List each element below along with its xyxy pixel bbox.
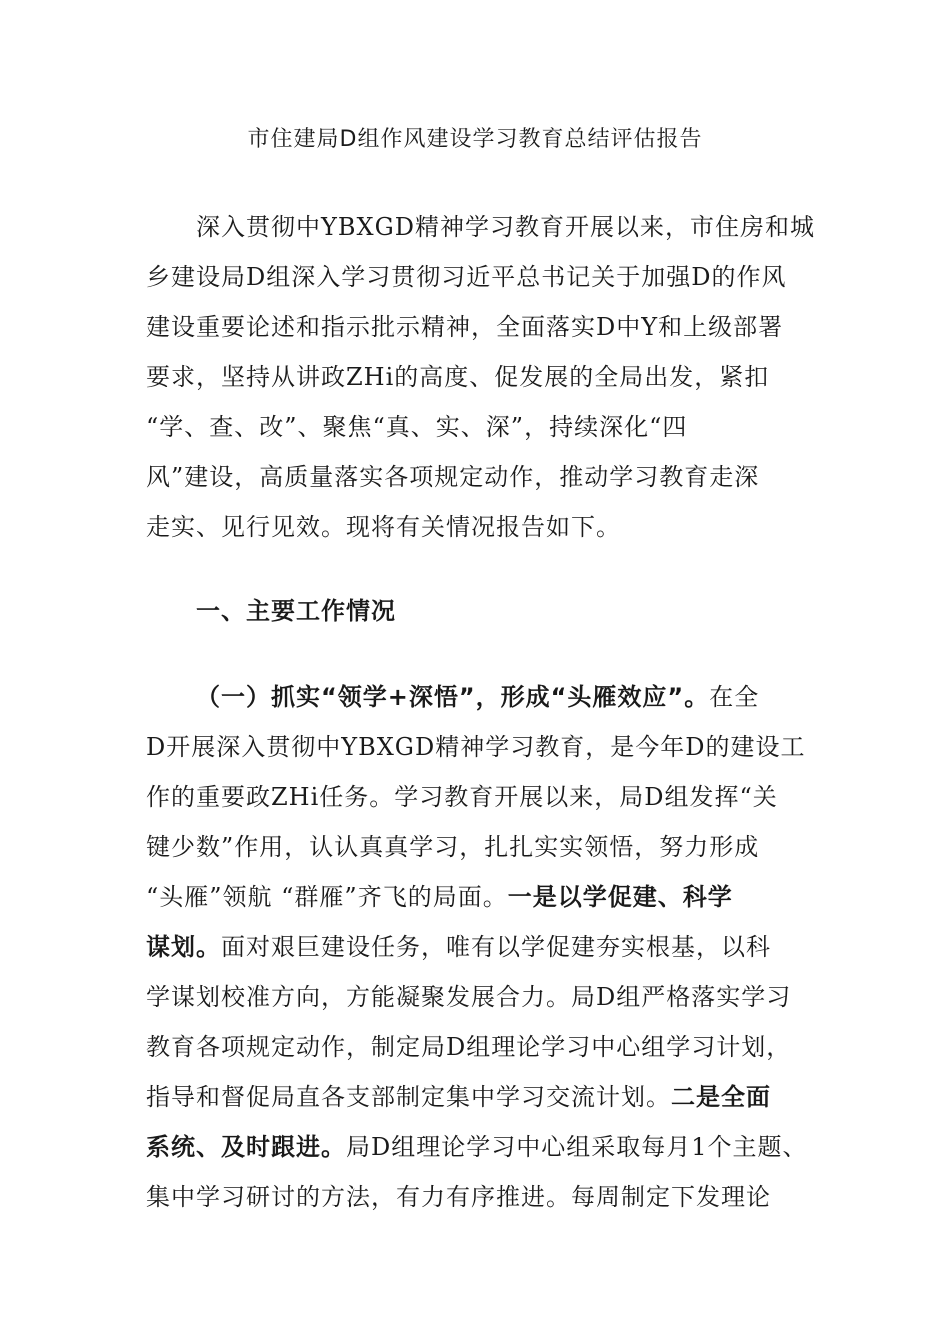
paragraph-text: 局D组理论学习中心组采取每月1个主题、 (346, 1133, 808, 1161)
paragraph-line (146, 1079, 771, 1115)
paragraph-line: 键少数”作用，认认真真学习，扎扎实实领悟，努力形成 (146, 833, 760, 861)
emphasis-text: 一是以学促建、科学 (507, 883, 733, 911)
paragraph-line: 作的重要政ZHi任务。学习教育开展以来，局D组发挥“关 (146, 783, 778, 811)
intro-line: 乡建设局D组深入学习贯彻习近平总书记关于加强D的作风 (146, 263, 787, 291)
intro-line: 要求，坚持从讲政ZHi的高度、促发展的全局出发，紧扣 (146, 363, 770, 391)
paragraph-text: “头雁”领航 “群雁”齐飞的局面。 (146, 883, 508, 911)
intro-line: 建设重要论述和指示批示精神，全面落实D中Y和上级部署 (146, 313, 784, 341)
intro-line: 深入贯彻中YBXGD精神学习教育开展以来，市住房和城 (196, 213, 815, 241)
paragraph-line: D开展深入贯彻中YBXGD精神学习教育，是今年D的建设工 (146, 733, 806, 761)
document-title: 市住建局D组作风建设学习教育总结评估报告 (247, 127, 703, 152)
intro-line: 风”建设，高质量落实各项规定动作，推动学习教育走深 (146, 463, 760, 491)
section-heading: 一、主要工作情况 (196, 597, 396, 625)
subsection-heading: （一）抓实“领学+深悟”，形成“头雁效应”。 (196, 683, 710, 711)
paragraph-line: 学谋划校准方向，方能凝聚发展合力。局D组严格落实学习 (146, 983, 792, 1011)
emphasis-text: 系统、及时跟进。 (146, 1133, 346, 1161)
intro-line: “学、查、改”、聚焦“真、实、深”，持续深化“四 (146, 413, 688, 441)
paragraph-text: 在全 (709, 683, 760, 711)
paragraph-line (146, 1129, 808, 1165)
paragraph-line (146, 929, 771, 965)
paragraph-line: 集中学习研讨的方法，有力有序推进。每周制定下发理论 (146, 1183, 771, 1211)
emphasis-text: 二是全面 (671, 1083, 771, 1111)
paragraph-line (146, 879, 733, 915)
emphasis-text: 谋划。 (146, 933, 221, 961)
intro-line: 走实、见行见效。现将有关情况报告如下。 (146, 513, 621, 541)
paragraph-text: 面对艰巨建设任务，唯有以学促建夯实根基，以科 (221, 933, 771, 961)
paragraph-line: 教育各项规定动作，制定局D组理论学习中心组学习计划， (146, 1033, 792, 1061)
paragraph-text: 指导和督促局直各支部制定集中学习交流计划。 (146, 1083, 671, 1111)
paragraph-line (196, 679, 759, 715)
